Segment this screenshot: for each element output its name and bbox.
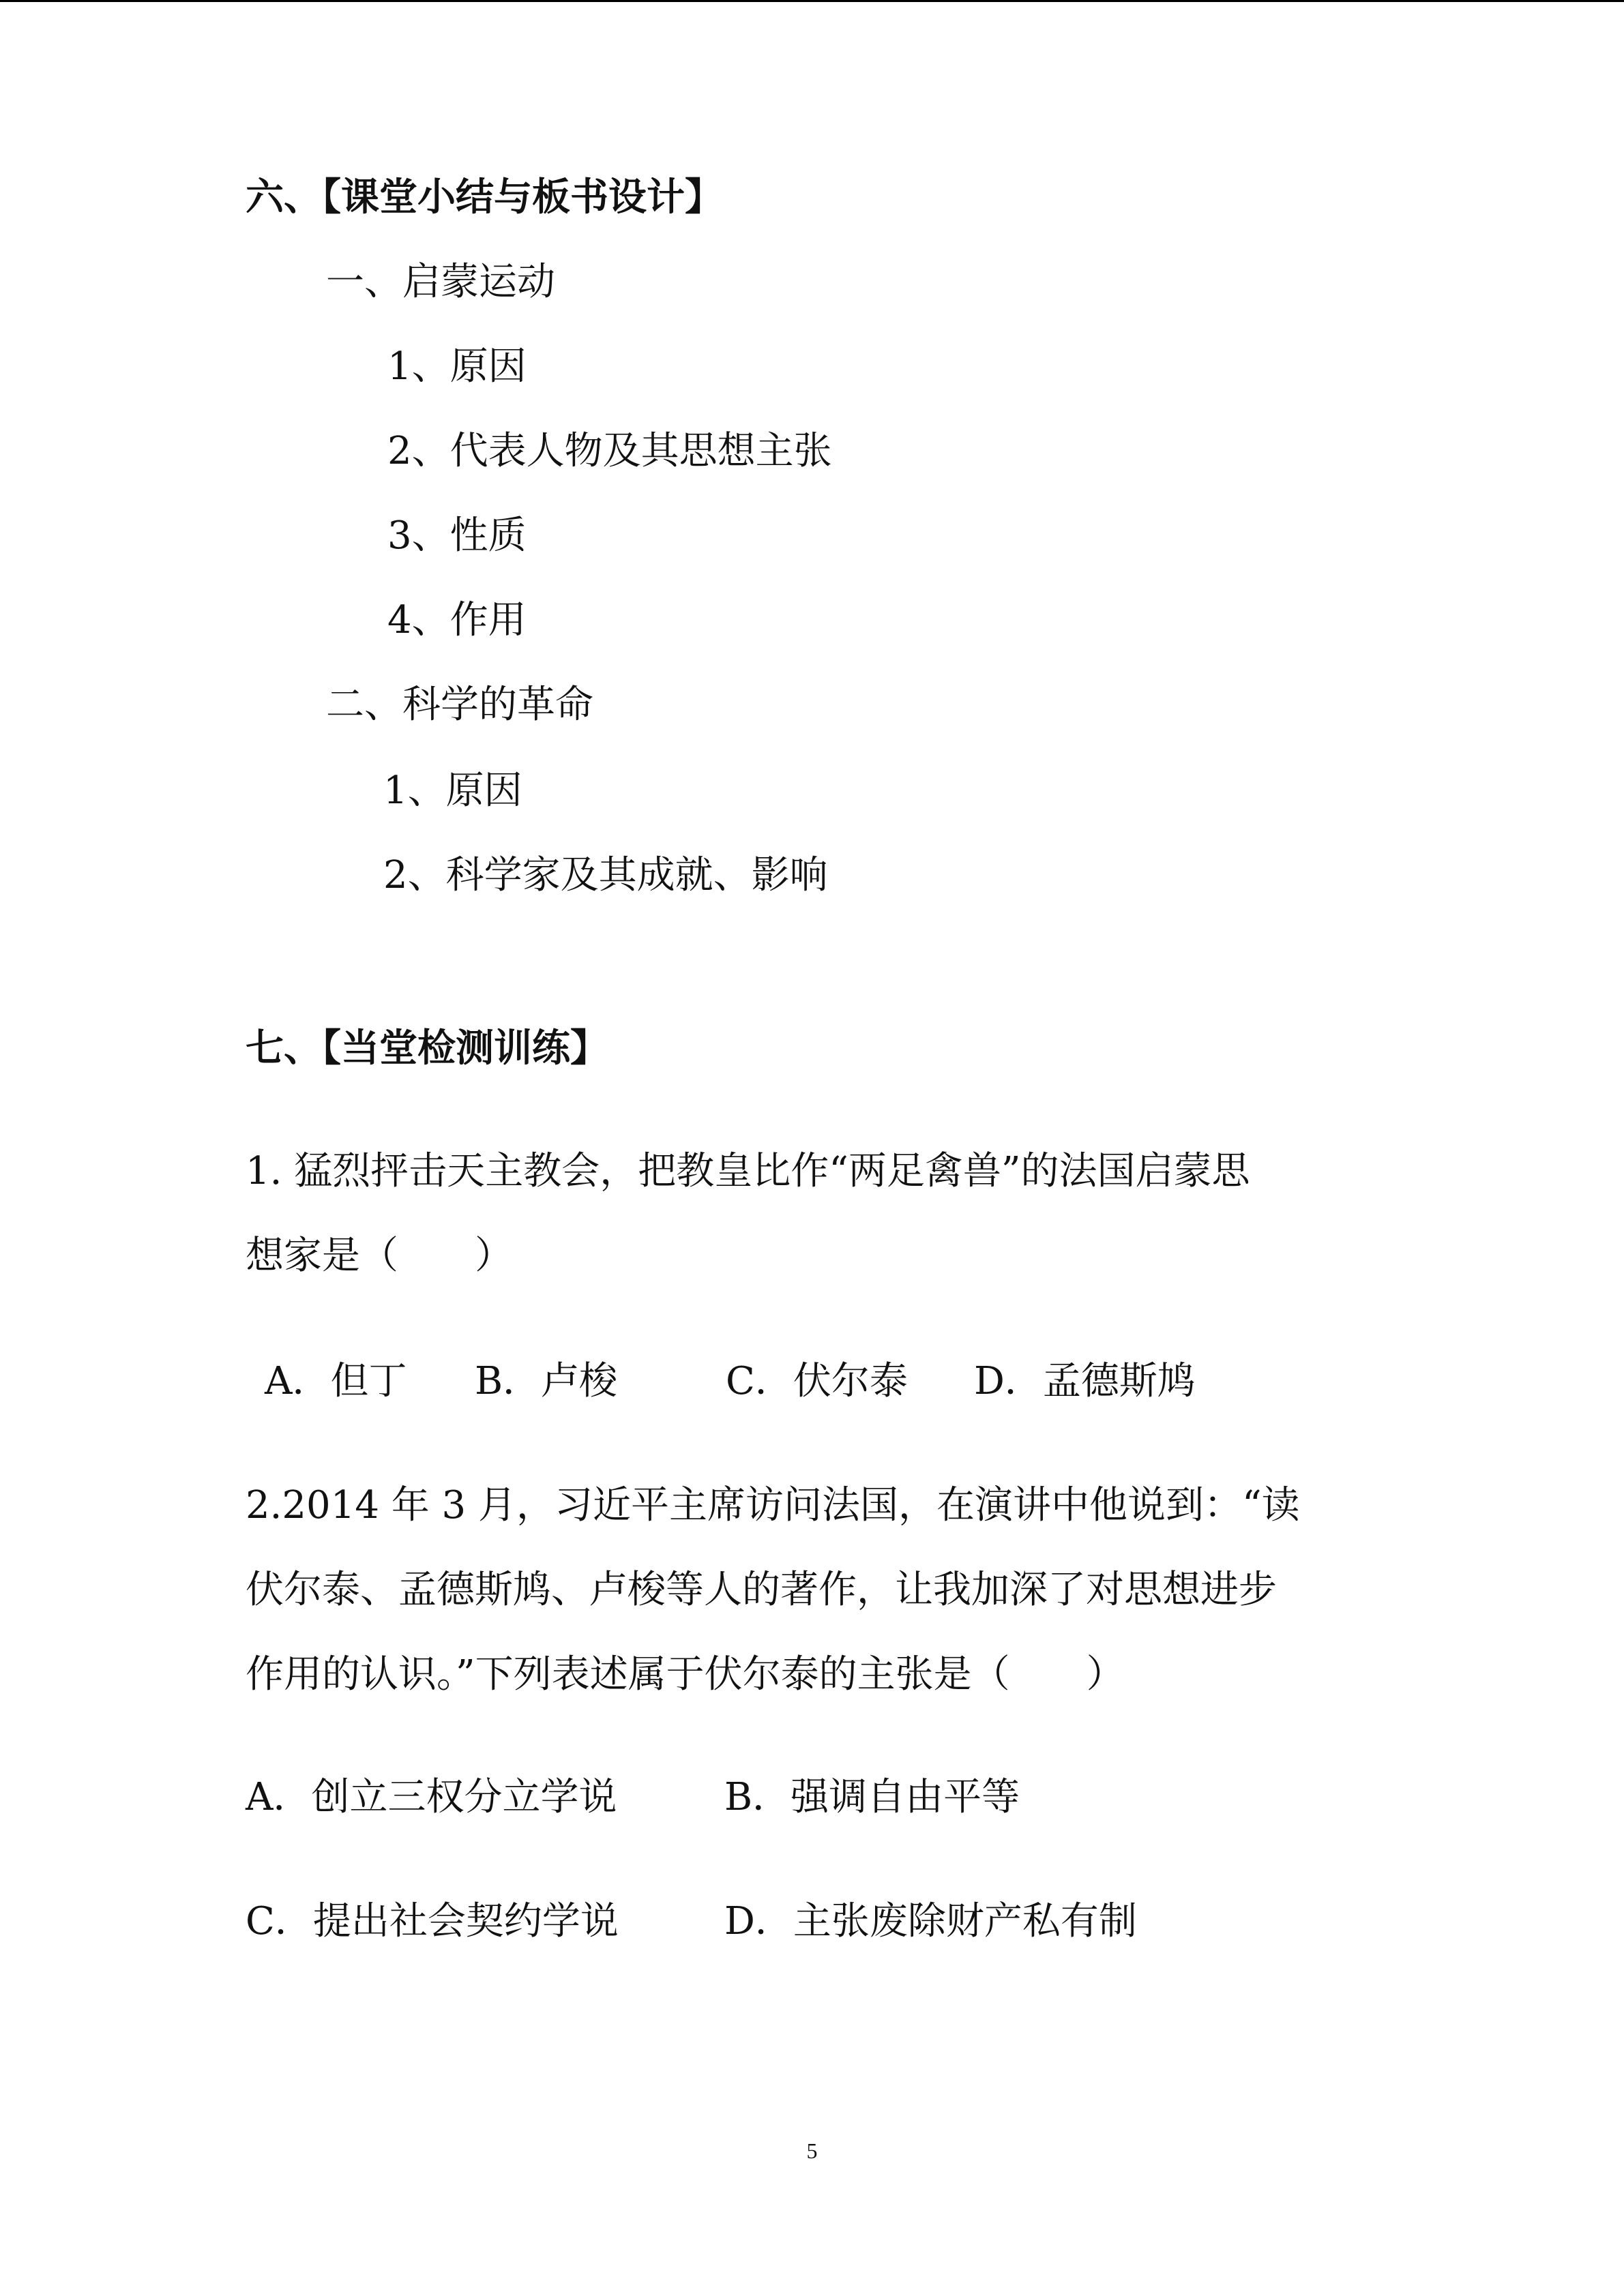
question-2-line-2: 伏尔泰、孟德斯鸠、卢梭等人的著作，让我加深了对思想进步: [246, 1568, 1277, 1612]
question-1-option-b: B．卢梭: [475, 1359, 618, 1403]
question-2-option-d: D．主张废除财产私有制: [724, 1899, 1137, 1943]
summary-part-1-item-3: 3、性质: [387, 513, 527, 558]
question-1-line-1: 1. 猛烈抨击天主教会，把教皇比作“两足禽兽”的法国启蒙思: [246, 1149, 1250, 1193]
question-2-option-a: A．创立三权分立学说: [246, 1775, 617, 1819]
section-7-heading: 七、【当堂检测训练】: [246, 1026, 608, 1071]
question-2-option-b: B．强调自由平等: [724, 1775, 1020, 1819]
question-2-line-1: 2.2014 年 3 月，习近平主席访问法国，在演讲中他说到：“读: [246, 1483, 1300, 1527]
summary-part-2-item-2: 2、科学家及其成就、影响: [383, 853, 828, 897]
summary-part-1-title: 一、启蒙运动: [326, 260, 555, 304]
question-1-option-d: D．孟德斯鸠: [974, 1359, 1196, 1403]
question-2-option-c: C．提出社会契约学说: [246, 1899, 619, 1943]
section-6-heading: 六、【课堂小结与板书设计】: [246, 175, 723, 220]
summary-part-1-item-4: 4、作用: [387, 598, 527, 642]
summary-part-2-item-1: 1、原因: [383, 769, 522, 813]
question-1-line-2: 想家是（ ）: [246, 1234, 513, 1278]
question-1-option-a: A．但丁: [265, 1359, 407, 1403]
top-border-rule: [0, 0, 1624, 2]
summary-part-1-item-1: 1、原因: [387, 344, 527, 389]
question-1-option-c: C．伏尔泰: [726, 1359, 908, 1403]
page-number: 5: [806, 2138, 818, 2163]
summary-part-2-title: 二、科学的革命: [326, 683, 593, 727]
question-2-line-3: 作用的认识。”下列表述属于伏尔泰的主张是（ ）: [246, 1652, 1125, 1697]
summary-part-1-item-2: 2、代表人物及其思想主张: [387, 429, 832, 473]
